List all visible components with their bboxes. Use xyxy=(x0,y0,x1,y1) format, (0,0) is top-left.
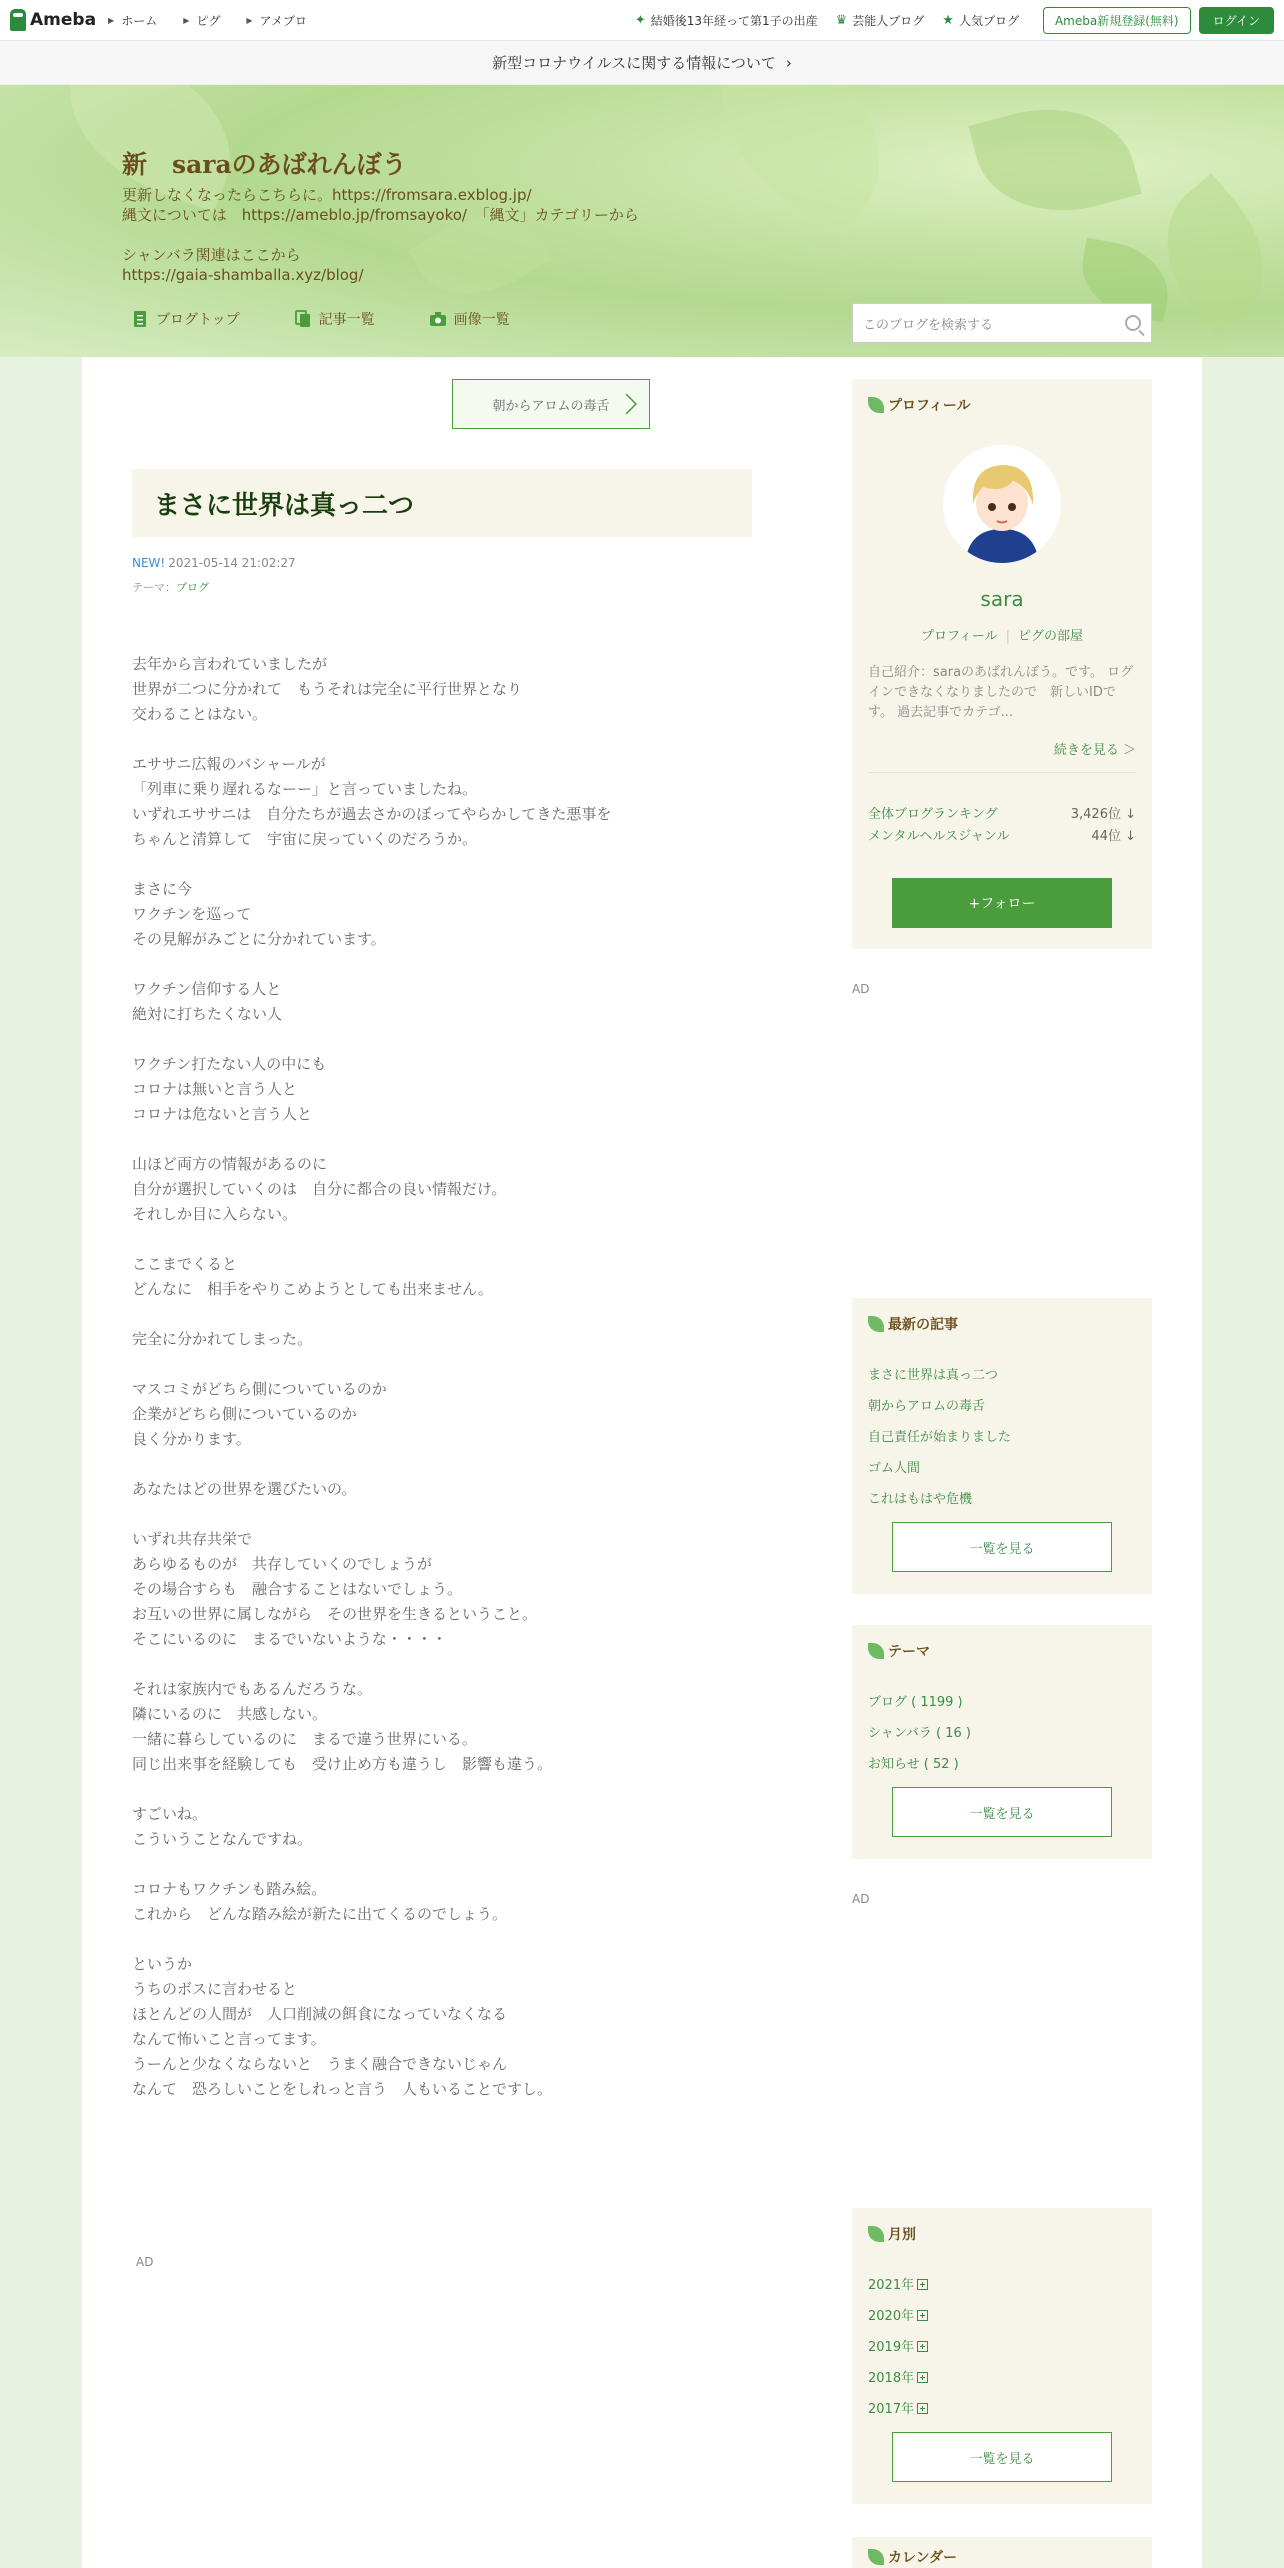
search-icon[interactable] xyxy=(1125,315,1141,331)
entry-body xyxy=(132,652,752,2127)
leaf-icon xyxy=(868,1643,884,1659)
leaf-icon xyxy=(868,1316,884,1332)
ad-label: AD xyxy=(136,2255,154,2269)
blog-search-input[interactable]: このブログを検索する xyxy=(852,303,1152,343)
paragraph: ワクチン打たない人の中にも コロナは無いと言う人と コロナは危ないと言う人と xyxy=(132,1055,327,1123)
blog-nav xyxy=(132,309,565,329)
theme-link[interactable]: お知らせ ( 52 ) xyxy=(868,1757,959,1772)
paragraph: まさに今 ワクチンを巡って その見解がみごとに分かれています。 xyxy=(132,880,386,948)
login-button[interactable]: ログイン xyxy=(1199,7,1274,34)
pigg-room-link[interactable]: ピグの部屋 xyxy=(1018,629,1084,644)
nav-image-list[interactable]: 画像一覧 xyxy=(430,309,510,329)
sparkle-icon: ✦ xyxy=(634,12,646,28)
new-badge: NEW! xyxy=(132,556,166,570)
blog-title[interactable]: 新 saraのあばれんぼう xyxy=(122,150,407,179)
documents-icon xyxy=(295,310,311,328)
calendar-heading: カレンダー xyxy=(888,2550,958,2566)
leaf-icon xyxy=(868,2549,884,2565)
ad-label: AD xyxy=(852,982,870,996)
month-link[interactable]: 2019年 xyxy=(868,2336,928,2355)
themes-more-button[interactable]: 一覧を見る xyxy=(892,1787,1112,1837)
paragraph: 去年から言われていましたが 世界が二つに分かれて もうそれは完全に平行世界となり 交わることはない。 xyxy=(132,655,523,723)
paragraph: コロナもワクチンも踏み絵。 これから どんな踏み絵が新たに出てくるのでしょう。 xyxy=(132,1880,508,1923)
paragraph: それは家族内でもあるんだろうな。 隣にいるのに 共感しない。 一緒に暮らしているのに まるで違う世界にいる。 同じ出来事を経験しても 受け止め方も違うし 影響も違う。 xyxy=(132,1680,553,1773)
monthly-box xyxy=(852,2208,1152,2504)
paragraph: というか うちのボスに言わせると ほとんどの人間が 人口削減の餌食になっていなくなる なんて怖いこと言ってます。 うーんと少なくならないと うまく融合できないじゃん なんて 恐ろしいことをしれっと言う 人もいることですし。 xyxy=(132,1955,553,2098)
theme-link[interactable]: ブログ ( 1199 ) xyxy=(868,1695,963,1710)
paragraph: 山ほど両方の情報があるのに 自分が選択していくのは 自分に都合の良い情報だけ。 それしか目に入らない。 xyxy=(132,1155,507,1223)
covid-notice-link[interactable]: 新型コロナウイルスに関する情報について › xyxy=(0,41,1284,85)
pick-link-popular[interactable]: ★ 人気ブログ xyxy=(942,12,1019,28)
paragraph: ここまでくると どんなに 相手をやりこめようとしても出来ません。 xyxy=(132,1255,493,1298)
star-icon: ★ xyxy=(942,12,954,28)
month-link[interactable]: 2017年 xyxy=(868,2398,928,2417)
recent-heading: 最新の記事 xyxy=(888,1317,958,1333)
triangle-right-icon: ▶ xyxy=(246,15,253,25)
recent-more-button[interactable]: 一覧を見る xyxy=(892,1522,1112,1572)
expand-plus-icon[interactable] xyxy=(917,2372,928,2383)
nav-ameblo[interactable]: ▶ アメブロ xyxy=(246,13,307,28)
profile-link[interactable]: プロフィール xyxy=(920,629,998,644)
camera-icon xyxy=(430,310,446,328)
chevron-right-icon xyxy=(623,392,639,416)
register-button[interactable]: Ameba新規登録(無料) xyxy=(1043,7,1191,34)
themes-heading: テーマ xyxy=(888,1644,930,1660)
themes-box xyxy=(852,1625,1152,1859)
entry-theme-link[interactable]: ブログ xyxy=(176,581,209,594)
paragraph: いずれ共存共栄で あらゆるものが 共存していくのでしょうが その場合すらも 融合することはないでしょう。 お互いの世界に属しながら その世界を生きるということ。 そこにいるのに まるでいないような・・・・ xyxy=(132,1530,538,1648)
monthly-more-button[interactable]: 一覧を見る xyxy=(892,2432,1112,2482)
expand-plus-icon[interactable] xyxy=(917,2310,928,2321)
month-link[interactable]: 2018年 xyxy=(868,2367,928,2386)
pick-link-celebrity[interactable]: ♛ 芸能人ブログ xyxy=(835,12,925,28)
recent-entry-link[interactable]: 自己責任が始まりました xyxy=(868,1430,1012,1445)
triangle-right-icon: ▶ xyxy=(183,15,190,25)
theme-link[interactable]: シャンバラ ( 16 ) xyxy=(868,1726,971,1741)
entry-theme: テーマ：ブログ xyxy=(132,581,209,594)
paragraph: エササニ広報のバシャールが 「列車に乗り遅れるなーー」と言っていましたね。 いずれエササニは 自分たちが過去さかのぼってやらかしてきた悪事を ちゃんと清算して 宇宙に戻っていくのだろうか。 xyxy=(132,755,612,848)
entry-title[interactable]: まさに世界は真っ二つ xyxy=(132,469,752,537)
nav-blog-top[interactable]: ブログトップ xyxy=(132,309,240,329)
profile-intro: 自己紹介：saraのあばれんぼう。です。 ログインできなくなりましたので 新しいIDです。 過去記事でカテゴ... xyxy=(868,665,1134,720)
nav-home[interactable]: ▶ ホーム xyxy=(108,13,158,28)
paragraph: 完全に分かれてしまった。 xyxy=(132,1330,313,1348)
entry-date: NEW! 2021-05-14 21:02:27 xyxy=(132,556,296,570)
recent-entry-link[interactable]: まさに世界は真っ二つ xyxy=(868,1368,999,1383)
ranking-overall[interactable]: 全体ブログランキング 3,426位 ↓ xyxy=(868,807,1136,822)
avatar[interactable] xyxy=(943,445,1061,563)
leaf-icon xyxy=(868,2226,884,2242)
blog-header xyxy=(0,85,1284,357)
ranking-genre[interactable]: メンタルヘルスジャンル 44位 ↓ xyxy=(868,829,1136,844)
profile-heading: プロフィール xyxy=(888,398,971,414)
expand-plus-icon[interactable] xyxy=(917,2341,928,2352)
nav-entry-list[interactable]: 記事一覧 xyxy=(295,309,375,329)
calendar-box xyxy=(852,2537,1152,2568)
document-icon xyxy=(132,310,148,328)
leaf-decoration xyxy=(678,85,922,240)
expand-plus-icon[interactable] xyxy=(917,2403,928,2414)
paragraph: すごいね。 こういうことなんですね。 xyxy=(132,1805,313,1848)
global-header xyxy=(0,0,1284,41)
blog-description: 更新しなくなったらこちらに。https://fromsara.exblog.jp/ 縄文については https://ameblo.jp/fromsayoko/ 「縄文」カテゴリーから シャンバラ関連はここから https://gaia-shamballa.xyz/blog/ xyxy=(122,186,639,284)
recent-entry-link[interactable]: これはもはや危機 xyxy=(868,1492,973,1507)
recent-entries-box xyxy=(852,1298,1152,1594)
pick-link-birth[interactable]: ✦ 結婚後13年経って第1子の出産 xyxy=(634,12,818,28)
chevron-right-icon: › xyxy=(785,53,792,72)
profile-box: プロフィール sara プロフィール | ピグの部屋 自己紹介：saraのあばれんぼう。です。 ログインできなくなりましたので 新しいIDです。 過去記事でカテゴ... 続きを見る ＞ 全体ブログランキング 3,426位 ↓ メンタルヘルスジャンル 44位 ↓ +フォロー xyxy=(852,379,1152,949)
triangle-right-icon: ▶ xyxy=(108,15,115,25)
avatar-image xyxy=(943,445,1061,563)
leaf-icon xyxy=(868,397,884,413)
profile-name[interactable]: sara xyxy=(980,587,1024,611)
recent-entry-link[interactable]: 朝からアロムの毒舌 xyxy=(868,1399,986,1414)
follow-button[interactable]: +フォロー xyxy=(892,878,1112,928)
month-link[interactable]: 2021年 xyxy=(868,2274,928,2293)
paragraph: マスコミがどちら側についているのか 企業がどちら側についているのか 良く分かります。 xyxy=(132,1380,387,1448)
page-content xyxy=(82,357,1202,2568)
prev-entry-link[interactable]: 朝からアロムの毒舌 xyxy=(452,379,650,429)
ameba-logo[interactable]: Ameba xyxy=(10,9,96,31)
nav-pigg[interactable]: ▶ ピグ xyxy=(183,13,221,28)
paragraph: ワクチン信仰する人と 絶対に打ちたくない人 xyxy=(132,980,283,1023)
monthly-heading: 月別 xyxy=(888,2227,916,2243)
recent-entry-link[interactable]: ゴム人間 xyxy=(868,1461,921,1476)
ameba-mark-icon xyxy=(10,9,26,31)
leaf-decoration xyxy=(968,87,1141,232)
paragraph: あなたはどの世界を選びたいの。 xyxy=(132,1480,357,1498)
crown-icon: ♛ xyxy=(835,12,848,28)
expand-plus-icon[interactable] xyxy=(917,2279,928,2290)
divider xyxy=(868,772,1136,773)
ad-label: AD xyxy=(852,1892,870,1906)
month-link[interactable]: 2020年 xyxy=(868,2305,928,2324)
profile-more-link[interactable]: 続きを見る ＞ xyxy=(1053,743,1136,758)
